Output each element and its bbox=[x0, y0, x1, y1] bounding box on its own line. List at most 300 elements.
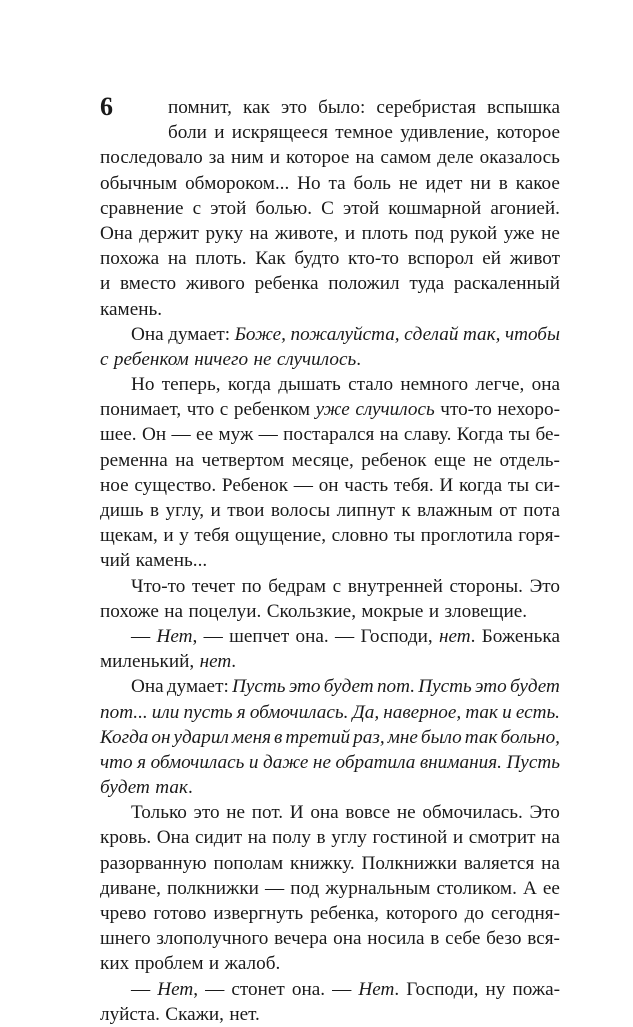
word: и bbox=[208, 953, 220, 975]
word: мокрые bbox=[361, 600, 424, 622]
word: си- bbox=[534, 474, 560, 496]
word: Скользкие, bbox=[266, 600, 356, 622]
word: еще bbox=[433, 449, 466, 471]
word: немного bbox=[400, 374, 469, 396]
word: вся- bbox=[527, 928, 560, 950]
text-line bbox=[100, 120, 560, 145]
word: больно, bbox=[500, 726, 560, 748]
word: Когда bbox=[100, 726, 149, 748]
word: болью. bbox=[255, 197, 313, 219]
word: на bbox=[355, 147, 375, 169]
word: на bbox=[541, 827, 560, 849]
word: ребенка bbox=[254, 273, 319, 295]
word: чий bbox=[100, 550, 131, 572]
word: ребенком bbox=[113, 348, 189, 370]
word: И bbox=[439, 474, 454, 496]
word: на bbox=[247, 827, 267, 849]
word: безо bbox=[486, 928, 522, 950]
word: шнего bbox=[100, 928, 151, 950]
word: мне bbox=[387, 726, 418, 748]
word: полу bbox=[272, 827, 311, 849]
text-line bbox=[100, 1002, 560, 1027]
word: Скажи, bbox=[165, 1003, 224, 1025]
word: которого bbox=[386, 903, 458, 924]
word: удивление, bbox=[400, 122, 490, 144]
word: Да, bbox=[352, 701, 380, 723]
word: случилось bbox=[355, 399, 435, 421]
word: какое bbox=[515, 172, 560, 194]
word: ее bbox=[542, 877, 560, 899]
word: луйста. bbox=[100, 1003, 160, 1025]
text-line bbox=[100, 221, 560, 246]
word: С bbox=[321, 197, 334, 219]
word: ребенок bbox=[361, 449, 427, 471]
word: муж bbox=[218, 424, 254, 446]
word: Боженька bbox=[481, 625, 560, 647]
word: положил bbox=[328, 273, 400, 295]
word: ты bbox=[393, 525, 416, 547]
word: теперь, bbox=[161, 374, 221, 396]
word: тебя. bbox=[393, 474, 434, 496]
word: было bbox=[420, 726, 462, 748]
word: ременна bbox=[100, 449, 168, 471]
word: столиком. bbox=[436, 877, 517, 899]
word: течет bbox=[191, 575, 235, 597]
word: в bbox=[430, 928, 440, 950]
word: Она bbox=[156, 827, 190, 849]
word: внутренней bbox=[347, 575, 443, 597]
word: под bbox=[414, 222, 444, 244]
word: на bbox=[164, 600, 184, 622]
word: я bbox=[137, 751, 147, 773]
word: славу. bbox=[403, 424, 452, 446]
word: и bbox=[210, 500, 221, 521]
word: она. bbox=[295, 625, 329, 647]
text-line bbox=[100, 372, 560, 397]
word: оказалось bbox=[479, 147, 560, 169]
text-line bbox=[100, 951, 560, 976]
word: с bbox=[219, 399, 229, 421]
word: и bbox=[344, 222, 356, 244]
word: сравнение bbox=[100, 197, 184, 219]
word: не bbox=[541, 222, 560, 244]
text-line bbox=[100, 397, 560, 422]
text-line bbox=[100, 977, 560, 1002]
word: Пусть bbox=[232, 676, 286, 698]
word: ним bbox=[230, 147, 264, 169]
word: горя- bbox=[518, 525, 560, 547]
word: и bbox=[100, 273, 111, 295]
word: книжку. bbox=[290, 852, 355, 874]
word: влажным bbox=[417, 500, 493, 521]
word: и bbox=[502, 701, 512, 723]
word: она bbox=[531, 374, 560, 396]
word: в bbox=[274, 726, 283, 748]
word: легче, bbox=[475, 374, 525, 396]
word: ей bbox=[482, 248, 502, 270]
word: стороны. bbox=[449, 575, 523, 597]
word: бе- bbox=[535, 424, 560, 446]
text-line bbox=[100, 473, 560, 498]
word: ощущение, bbox=[234, 525, 327, 547]
text-line bbox=[100, 674, 560, 699]
word: чрево bbox=[100, 903, 147, 924]
word: обмочилась bbox=[150, 751, 245, 773]
word: не bbox=[253, 348, 272, 370]
word: сегодня- bbox=[491, 903, 560, 924]
word: месяце, bbox=[291, 449, 354, 471]
word: обмочилась. bbox=[422, 802, 523, 824]
word: похожа bbox=[100, 248, 160, 270]
word: Господи, bbox=[360, 625, 433, 647]
word: на bbox=[379, 424, 399, 446]
word: уже bbox=[315, 399, 350, 421]
text-line bbox=[100, 825, 560, 850]
word: в bbox=[150, 500, 160, 521]
word: полкнижки bbox=[167, 877, 259, 899]
word: думает: bbox=[166, 676, 229, 698]
word: извергнуть bbox=[213, 903, 304, 924]
word: ударил bbox=[173, 726, 229, 748]
word: на bbox=[167, 248, 187, 270]
word: и bbox=[452, 827, 464, 849]
word: и bbox=[428, 600, 440, 622]
word: шепчет bbox=[229, 625, 290, 647]
word: твои bbox=[227, 500, 265, 521]
text-line bbox=[100, 246, 560, 271]
word: Нет. bbox=[358, 978, 400, 1000]
word: туда bbox=[409, 273, 445, 295]
word: на bbox=[175, 449, 195, 471]
word: Как bbox=[255, 248, 286, 270]
word: стало bbox=[348, 374, 394, 396]
word: шее. bbox=[100, 424, 137, 446]
word: не bbox=[396, 802, 416, 824]
word: так bbox=[464, 726, 498, 748]
word: что bbox=[186, 399, 215, 421]
word: не bbox=[473, 449, 493, 471]
word: Это bbox=[529, 575, 560, 597]
word: Только bbox=[131, 802, 187, 824]
word: пот. bbox=[251, 802, 284, 824]
word: камень. bbox=[100, 298, 163, 320]
word: уже bbox=[503, 222, 535, 244]
word: и bbox=[163, 525, 174, 547]
word: Это bbox=[529, 802, 560, 824]
word: не bbox=[312, 751, 331, 773]
word: от bbox=[499, 500, 517, 521]
text-line bbox=[100, 800, 560, 825]
word: живого bbox=[185, 273, 245, 295]
word: Но bbox=[131, 374, 155, 396]
word: Когда bbox=[456, 424, 504, 446]
text-line bbox=[100, 649, 560, 674]
word: ну bbox=[485, 978, 506, 1000]
word: Боже, bbox=[234, 323, 286, 345]
word: у bbox=[179, 525, 189, 547]
word: часть bbox=[344, 474, 389, 496]
text-line bbox=[100, 145, 560, 170]
word: будто bbox=[294, 248, 340, 270]
word: это bbox=[288, 676, 321, 698]
word: и bbox=[214, 122, 225, 144]
word: липнут bbox=[336, 500, 395, 521]
word: плоть bbox=[361, 222, 408, 244]
text-line bbox=[100, 322, 560, 347]
word: вспорол bbox=[407, 248, 474, 270]
word: Что-то bbox=[131, 575, 186, 597]
word: ких bbox=[100, 953, 130, 975]
word: пусть bbox=[183, 701, 233, 723]
word: чтобы bbox=[504, 323, 560, 345]
word: она. bbox=[291, 978, 326, 1000]
word: деле bbox=[437, 147, 474, 169]
word: — bbox=[258, 424, 278, 446]
word: — bbox=[131, 978, 151, 1000]
word: поцелуи. bbox=[188, 600, 262, 622]
word: тебя bbox=[194, 525, 230, 547]
word: Она bbox=[131, 323, 164, 345]
word: с bbox=[192, 197, 202, 219]
word: на bbox=[249, 222, 269, 244]
word: дишь bbox=[100, 500, 144, 521]
text-line bbox=[100, 574, 560, 599]
word: разорванную bbox=[100, 852, 207, 874]
word: живот bbox=[509, 248, 560, 270]
word: пополам bbox=[213, 852, 284, 874]
word: бедрам bbox=[268, 575, 326, 597]
text-line bbox=[100, 775, 560, 800]
word: или bbox=[151, 701, 180, 723]
word: валяется bbox=[463, 852, 535, 874]
word: ребенком bbox=[233, 399, 311, 421]
text-line bbox=[100, 448, 560, 473]
word: Полкнижки bbox=[361, 852, 458, 874]
word: нет. bbox=[199, 651, 236, 673]
word: отдель- bbox=[499, 449, 560, 471]
word: себе bbox=[445, 928, 481, 950]
word: она bbox=[310, 802, 339, 824]
word: не bbox=[226, 802, 246, 824]
word: сделай bbox=[404, 323, 459, 345]
word: похоже bbox=[100, 600, 159, 622]
word: — bbox=[171, 424, 191, 446]
word: он bbox=[151, 726, 171, 748]
word: пот... bbox=[100, 701, 148, 723]
word: искрящееся bbox=[231, 122, 328, 144]
word: этой bbox=[342, 197, 380, 219]
word: так bbox=[465, 701, 498, 723]
word: с bbox=[100, 348, 109, 370]
word: — bbox=[332, 978, 352, 1000]
text-line bbox=[100, 498, 560, 523]
word: — bbox=[205, 978, 225, 1000]
word: это bbox=[193, 802, 220, 824]
text-line bbox=[100, 851, 560, 876]
word: я bbox=[236, 701, 246, 723]
word: нет. bbox=[229, 1003, 260, 1025]
word: раскаленный bbox=[453, 273, 560, 295]
word: Она bbox=[131, 676, 164, 698]
word: что bbox=[100, 751, 133, 773]
word: когда bbox=[227, 374, 271, 396]
word: до bbox=[464, 903, 484, 924]
word: было: bbox=[318, 97, 366, 118]
page-number: 6 bbox=[100, 92, 113, 121]
text-line bbox=[100, 297, 560, 322]
word: — bbox=[264, 877, 285, 899]
word: Пусть bbox=[506, 751, 560, 773]
text-line bbox=[100, 171, 560, 196]
word: как bbox=[243, 97, 270, 118]
word: кошмарной bbox=[388, 197, 482, 219]
word: пот. bbox=[376, 676, 416, 698]
word: внимания. bbox=[419, 751, 502, 773]
word: темное bbox=[335, 122, 393, 144]
word: помнит, bbox=[168, 97, 232, 118]
word: ребенка, bbox=[310, 903, 379, 924]
word: зловещие. bbox=[444, 600, 528, 622]
word: так. bbox=[155, 777, 193, 799]
word: будет bbox=[100, 777, 150, 799]
word: ты bbox=[507, 474, 530, 496]
word: пота bbox=[523, 500, 560, 521]
text-line bbox=[100, 271, 560, 296]
word: И bbox=[289, 802, 304, 824]
text-line bbox=[100, 926, 560, 951]
word: на bbox=[541, 852, 560, 874]
word: обратила bbox=[335, 751, 416, 773]
word: это bbox=[281, 97, 308, 118]
word: когда bbox=[458, 474, 503, 496]
word: ни bbox=[470, 172, 491, 194]
word: агонией. bbox=[490, 197, 560, 219]
word: так, bbox=[462, 323, 501, 345]
word: ты bbox=[508, 424, 531, 446]
word: А bbox=[522, 877, 537, 899]
word: обычным bbox=[100, 172, 178, 194]
word: — bbox=[131, 625, 151, 647]
word: журнальным bbox=[325, 877, 431, 899]
word: животе, bbox=[274, 222, 339, 244]
text-line bbox=[100, 700, 560, 725]
word: стонет bbox=[231, 978, 285, 1000]
word: та bbox=[328, 172, 346, 194]
word: последовало bbox=[100, 147, 203, 169]
word: будет bbox=[323, 676, 374, 698]
word: Ребенок bbox=[221, 474, 289, 496]
word: Она bbox=[100, 222, 133, 244]
body-text bbox=[100, 95, 560, 1027]
word: меня bbox=[231, 726, 272, 748]
text-line bbox=[100, 725, 560, 750]
word: — bbox=[203, 625, 223, 647]
text-line bbox=[100, 95, 560, 120]
text-line bbox=[100, 624, 560, 649]
word: есть. bbox=[515, 701, 560, 723]
word: Пусть bbox=[418, 676, 472, 698]
word: это bbox=[475, 676, 507, 698]
text-line bbox=[100, 876, 560, 901]
word: вечера bbox=[274, 928, 328, 950]
word: боль bbox=[353, 172, 391, 194]
word: волосы bbox=[270, 500, 331, 521]
word: кто-то bbox=[348, 248, 399, 270]
word: самом bbox=[380, 147, 432, 169]
word: щекам, bbox=[100, 525, 158, 547]
word: рукой bbox=[450, 222, 498, 244]
word: вовсе bbox=[345, 802, 391, 824]
word: вспышка bbox=[487, 97, 560, 118]
word: раз, bbox=[353, 726, 385, 748]
word: кровь. bbox=[100, 827, 152, 849]
word: дышать bbox=[278, 374, 341, 396]
word: камень... bbox=[135, 550, 208, 572]
word: под bbox=[290, 877, 320, 899]
word: идет bbox=[425, 172, 463, 194]
word: — bbox=[335, 625, 355, 647]
word: она bbox=[333, 928, 362, 950]
word: наверное, bbox=[383, 701, 462, 723]
text-line bbox=[100, 901, 560, 926]
word: не bbox=[398, 172, 418, 194]
word: жалоб. bbox=[224, 953, 281, 975]
word: проглотила bbox=[420, 525, 513, 547]
word: Господи, bbox=[406, 978, 479, 1000]
word: и bbox=[269, 147, 280, 169]
word: по bbox=[241, 575, 262, 597]
word: словно bbox=[331, 525, 389, 547]
word: ничего bbox=[194, 348, 249, 370]
word: Но bbox=[297, 172, 321, 194]
word: вместо bbox=[119, 273, 177, 295]
word: думает: bbox=[168, 323, 231, 345]
word: диване, bbox=[100, 877, 161, 899]
word: углу bbox=[331, 827, 367, 849]
text-line bbox=[100, 599, 560, 624]
word: смотрит bbox=[468, 827, 536, 849]
word: сидит bbox=[194, 827, 243, 849]
word: нет. bbox=[438, 625, 476, 647]
word: обмороком... bbox=[185, 172, 290, 194]
text-line bbox=[100, 548, 560, 573]
word: будет bbox=[509, 676, 560, 698]
word: готово bbox=[153, 903, 207, 924]
word: углу, bbox=[165, 500, 205, 521]
text-line bbox=[100, 422, 560, 447]
word: постарался bbox=[283, 424, 375, 446]
word: проблем bbox=[134, 953, 204, 975]
text-line bbox=[100, 196, 560, 221]
text-line bbox=[100, 347, 560, 372]
word: — bbox=[293, 474, 313, 496]
word: которое bbox=[286, 147, 350, 169]
word: носила bbox=[367, 928, 425, 950]
word: боли bbox=[168, 122, 207, 144]
word: ее bbox=[196, 424, 214, 446]
word: плоть. bbox=[195, 248, 247, 270]
word: Нет, bbox=[156, 625, 198, 647]
word: этой bbox=[210, 197, 247, 219]
word: ное bbox=[100, 474, 129, 496]
word: что-то bbox=[440, 399, 492, 421]
word: обмочилась. bbox=[249, 701, 349, 723]
word: случилось. bbox=[276, 348, 361, 370]
word: гостиной bbox=[372, 827, 448, 849]
word: злополучного bbox=[156, 928, 269, 950]
word: Нет, bbox=[157, 978, 199, 1000]
word: с bbox=[332, 575, 342, 597]
